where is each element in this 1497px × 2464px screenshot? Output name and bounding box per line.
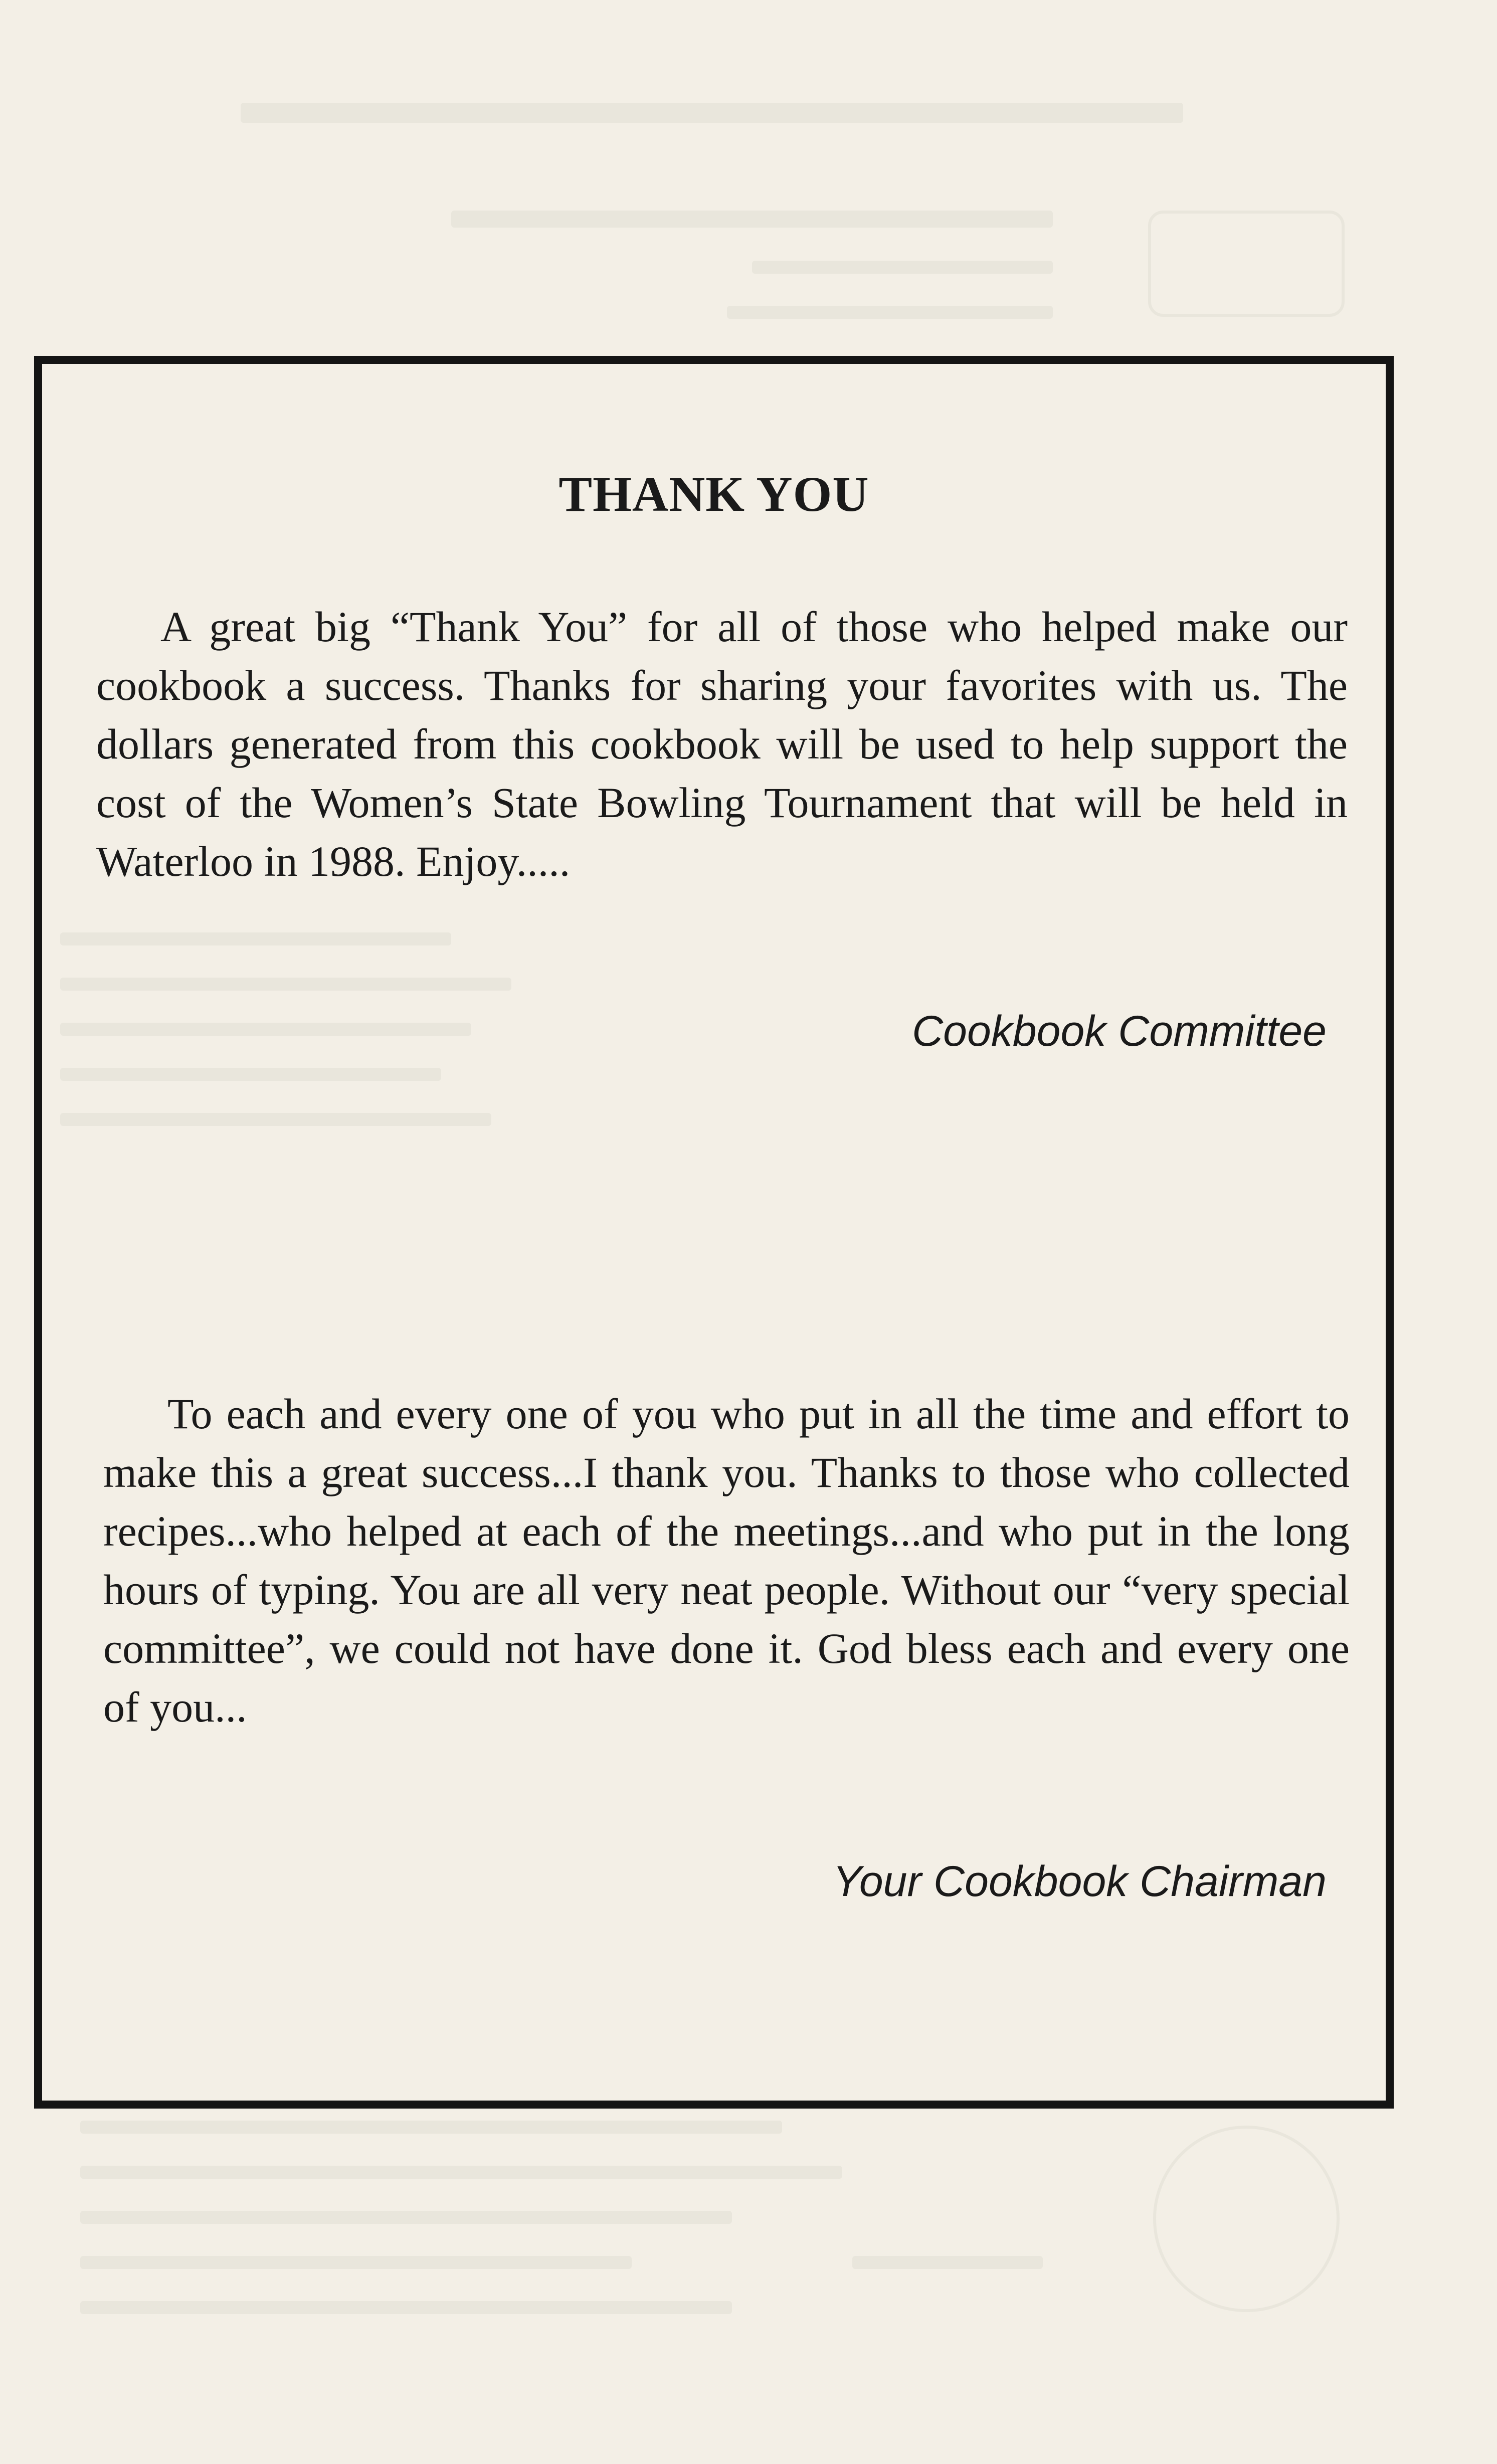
thank-you-box xyxy=(34,356,1394,2109)
thank-you-paragraph-text: A great big “Thank You” for all of those who helped make our cookbook a success. Thanks for sharing your favorites with us. The dollars generated from this cookbook will be used to help support the cost of the Women’s State Bowling Tournament that will be held in Waterloo in 1988. Enjoy..... xyxy=(96,603,1348,885)
page-title: THANK YOU xyxy=(558,466,869,522)
chairman-paragraph xyxy=(103,1385,1350,1737)
committee-signature: Cookbook Committee xyxy=(912,1007,1327,1055)
thank-you-paragraph xyxy=(96,598,1348,891)
chairman-paragraph-text: To each and every one of you who put in all the time and effort to make this a great success...I thank you. Thanks to those who collected recipes...who helped at each of the meetings...and who put in the long hours of typing. You are all very neat people. Without our “very special committee”, we could not have done it. God bless each and every one of you... xyxy=(103,1390,1350,1731)
chairman-signature: Your Cookbook Chairman xyxy=(833,1857,1327,1906)
